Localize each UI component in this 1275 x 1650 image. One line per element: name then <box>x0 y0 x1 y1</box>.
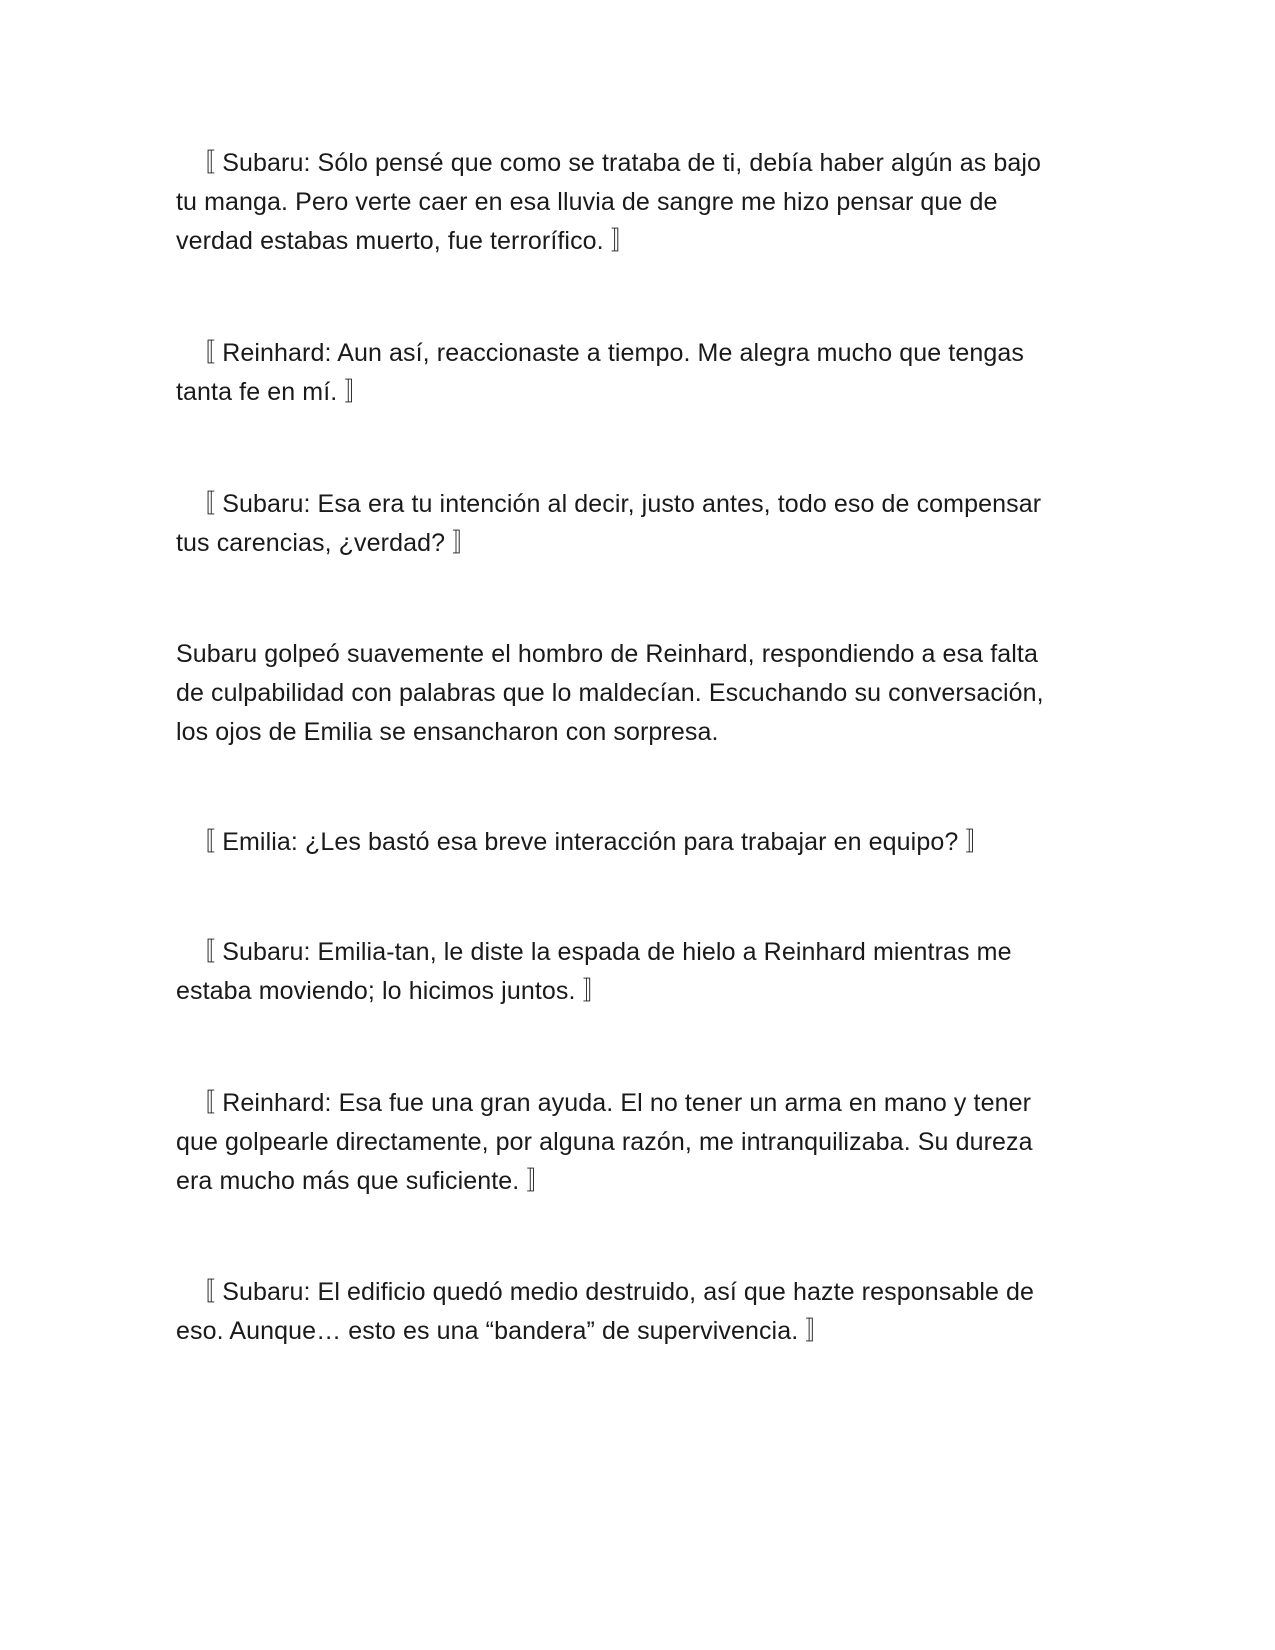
paragraph-reinhard-2 <box>176 1084 1106 1201</box>
paragraph-subaru-3 <box>176 933 1106 1011</box>
text-line: 〚 Emilia: ¿Les bastó esa breve interacción para trabajar en equipo? 〛 <box>176 828 991 856</box>
paragraph-reinhard-1 <box>176 334 1106 412</box>
text-line: tu manga. Pero verte caer en esa lluvia de sangre me hizo pensar que de <box>176 188 998 216</box>
text-line: era mucho más que suficiente. 〛 <box>176 1167 552 1195</box>
paragraph-emilia-1 <box>176 823 1106 862</box>
paragraph-subaru-2 <box>176 485 1106 563</box>
paragraph-narration <box>176 635 1106 752</box>
text-line: 〚 Subaru: Emilia-tan, le diste la espada de hielo a Reinhard mientras me <box>176 938 1012 966</box>
text-line: 〚 Reinhard: Esa fue una gran ayuda. El no tener un arma en mano y tener <box>176 1089 1032 1117</box>
paragraph-subaru-4 <box>176 1273 1106 1351</box>
paragraph-subaru-1 <box>176 144 1106 261</box>
text-line: tus carencias, ¿verdad? 〛 <box>176 529 478 557</box>
text-line: 〚 Subaru: El edificio quedó medio destruido, así que hazte responsable de <box>176 1278 1035 1306</box>
text-line: de culpabilidad con palabras que lo maldecían. Escuchando su conversación, <box>176 679 1044 707</box>
text-line: 〚 Reinhard: Aun así, reaccionaste a tiempo. Me alegra mucho que tengas <box>176 339 1024 367</box>
text-line: los ojos de Emilia se ensancharon con sorpresa. <box>176 718 719 746</box>
text-line: tanta fe en mí. 〛 <box>176 378 370 406</box>
text-line: Subaru golpeó suavemente el hombro de Reinhard, respondiendo a esa falta <box>176 640 1038 668</box>
text-line: que golpearle directamente, por alguna razón, me intranquilizaba. Su dureza <box>176 1128 1033 1156</box>
text-line: verdad estabas muerto, fue terrorífico. 〛 <box>176 227 636 255</box>
text-line: 〚 Subaru: Esa era tu intención al decir, justo antes, todo eso de compensar <box>176 490 1042 518</box>
text-line: estaba moviendo; lo hicimos juntos. 〛 <box>176 977 608 1005</box>
text-line: eso. Aunque… esto es una “bandera” de supervivencia. 〛 <box>176 1317 831 1345</box>
text-line: 〚 Subaru: Sólo pensé que como se trataba de ti, debía haber algún as bajo <box>176 149 1042 177</box>
